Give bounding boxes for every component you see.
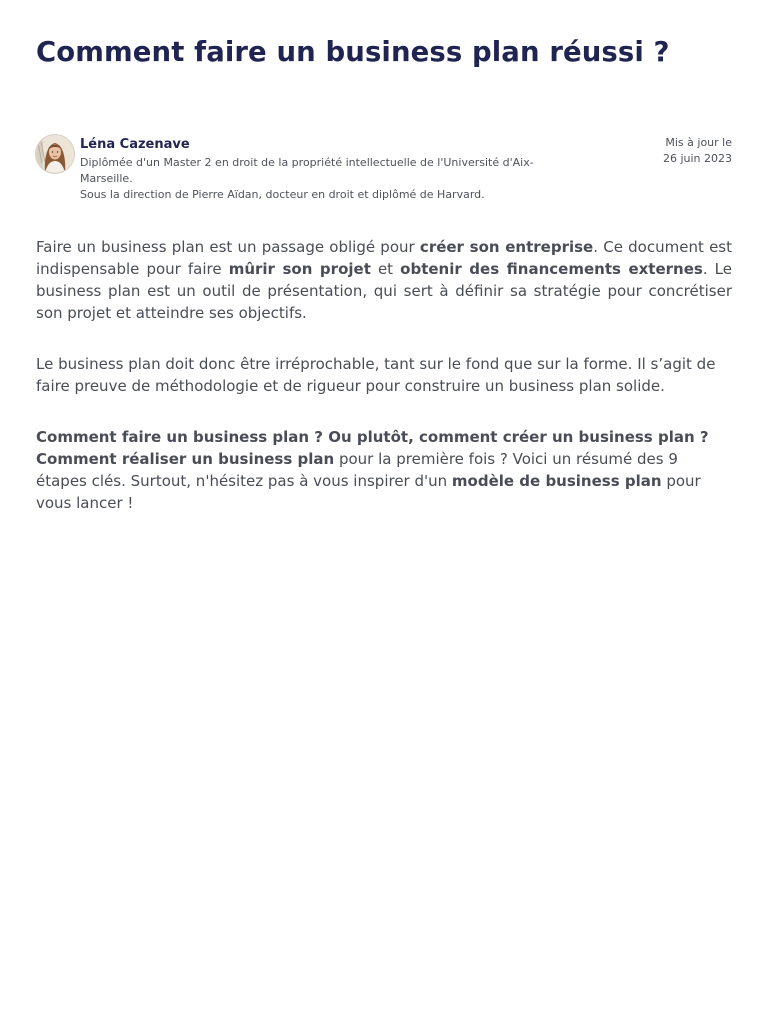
update-label: Mis à jour le	[665, 136, 732, 149]
update-info	[663, 135, 732, 167]
template-link[interactable]: modèle de business plan	[451, 472, 662, 490]
author-name[interactable]: Léna Cazenave	[80, 137, 190, 152]
intro-paragraph	[36, 236, 732, 324]
author-info	[80, 136, 580, 203]
article-title: Comment faire un business plan réussi ?	[36, 36, 670, 68]
intro-text-1: Faire un business plan est un passage obligé pour	[36, 238, 420, 256]
intro-bold-1: créer son entreprise	[419, 238, 594, 256]
author-direction: Sous la direction de Pierre Aïdan, docteur en droit et diplômé de Harvard.	[80, 188, 485, 201]
author-bio: Diplômée d'un Master 2 en droit de la propriété intellectuelle de l'Université d'Aix-Marseille.	[80, 156, 534, 185]
update-date: 26 juin 2023	[662, 152, 732, 165]
intro-text-4: . Le business plan est un outil de présentation, qui sert à définir sa stratégie pour concrétiser son projet et atteindre ses objectifs.	[36, 260, 733, 322]
author-portrait-icon	[36, 135, 74, 173]
article-content	[36, 236, 732, 514]
third-paragraph	[36, 426, 732, 514]
intro-bold-2: mûrir son projet	[228, 260, 371, 278]
third-text-1: pour la première fois ? Voici un résumé des 9 étapes clés. Surtout, n'hésitez pas à vous inspirer d'un	[36, 450, 678, 490]
intro-bold-3: obtenir des financements externes	[400, 260, 703, 278]
author-avatar[interactable]	[36, 135, 74, 173]
second-paragraph	[36, 353, 732, 397]
author-block	[36, 135, 732, 205]
second-text: Le business plan doit donc être irréprochable, tant sur le fond que sur la forme. Il s’agit de faire preuve de méthodologie et de rigueur pour construire un business plan solide.	[36, 355, 716, 395]
intro-text-3: et	[370, 260, 401, 278]
intro-text-2: . Ce document est indispensable pour faire	[36, 238, 732, 278]
third-bold-1: Comment faire un business plan ? Ou plutôt, comment créer un business plan ? Comment réaliser un business plan	[36, 428, 709, 468]
third-text-2: pour vous lancer !	[36, 472, 701, 512]
